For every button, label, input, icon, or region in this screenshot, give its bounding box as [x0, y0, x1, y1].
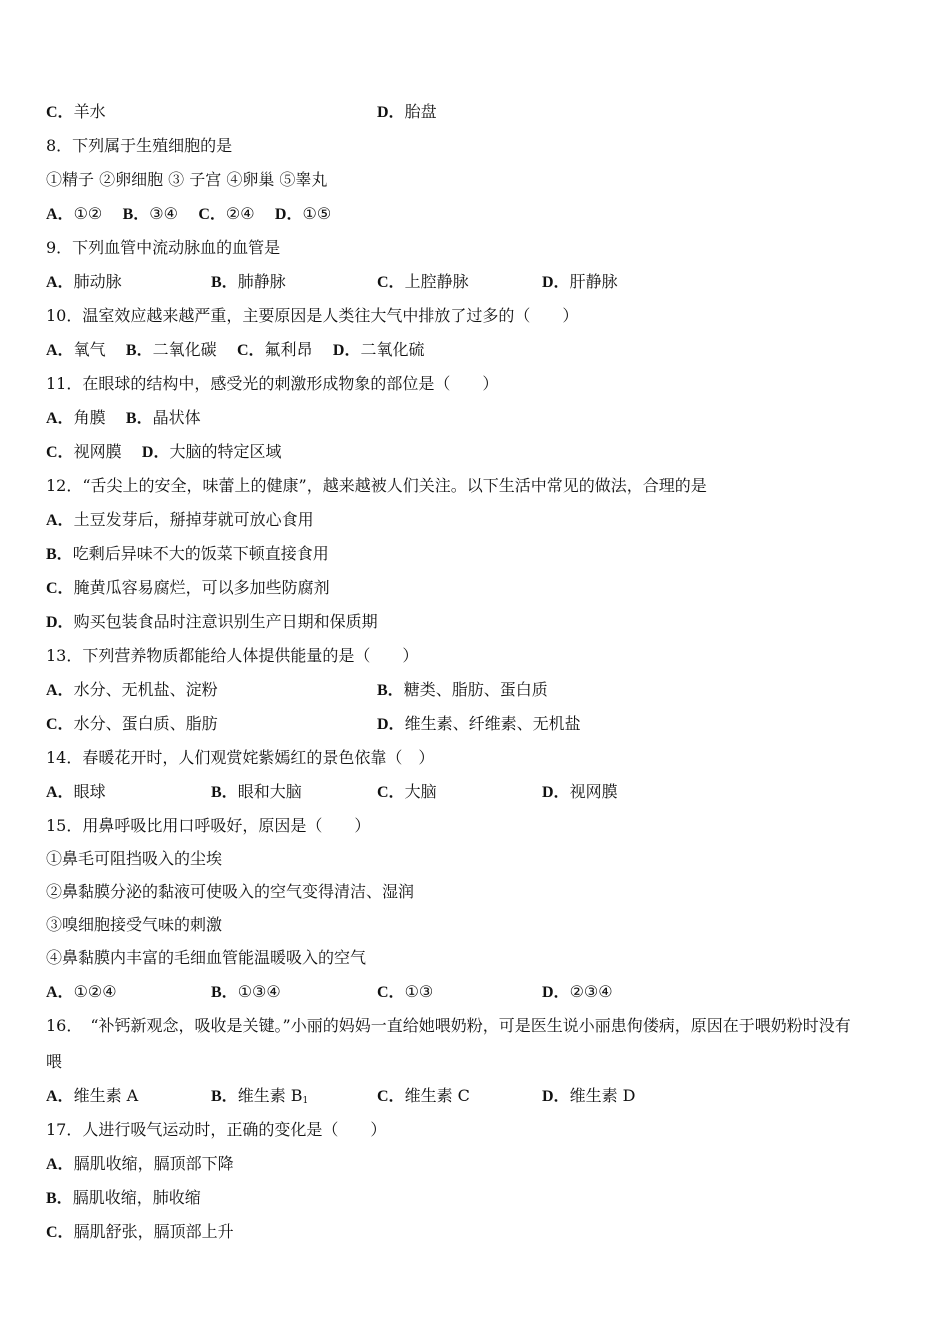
option-text: 维生素 D: [569, 1086, 636, 1105]
option-text: 眼和大脑: [237, 782, 302, 801]
option-text: 腌黄瓜容易腐烂，可以多加些防腐剂: [73, 578, 330, 597]
option-c: [46, 714, 218, 735]
option-text: ①②④: [73, 982, 117, 1001]
question-9: 9．下列血管中流动脉血的血管是: [46, 238, 281, 257]
option-label: C．: [377, 784, 405, 801]
option-label: B．: [125, 410, 153, 427]
option-text: 购买包装食品时注意识别生产日期和保质期: [73, 612, 378, 631]
question-8-items: ①精子 ②卵细胞 ③ 子宫 ④卵巢 ⑤睾丸: [46, 170, 328, 189]
question-15-item: ③嗅细胞接受气味的刺激: [46, 915, 223, 934]
question-17: 17．人进行吸气运动时，正确的变化是（ ）: [46, 1120, 387, 1139]
option-label: D．: [46, 614, 74, 631]
option-text: ①③: [404, 982, 434, 1001]
option-c: [377, 1086, 470, 1107]
option-text: 土豆发芽后，掰掉芽就可放心食用: [73, 510, 314, 529]
option-text: 肺动脉: [73, 272, 122, 291]
option-label: A．: [46, 512, 74, 529]
option-label: C．: [46, 716, 74, 733]
option-label: D．: [332, 342, 361, 359]
question-16: 16． “补钙新观念，吸收是关键。”小丽的妈妈一直给她喂奶粉，可是医生说小丽患佝偻病，原因在于喂奶粉时没有: [46, 1016, 851, 1035]
option-b: [211, 982, 281, 1003]
q8-options: [46, 204, 331, 225]
question-15-item: ④鼻黏膜内丰富的毛细血管能温暖吸入的空气: [46, 948, 367, 967]
option-text: 维生素、纤维素、无机盐: [404, 714, 581, 733]
option-label: B．: [125, 342, 153, 359]
option-d: [542, 982, 613, 1003]
option-b: [377, 680, 548, 701]
option-label: D．: [542, 1088, 570, 1105]
option-label: B．: [122, 206, 150, 223]
question-15-item: ①鼻毛可阻挡吸入的尘埃: [46, 849, 223, 868]
option-label: C．: [46, 1224, 74, 1241]
option-text: 大脑的特定区域: [169, 442, 282, 461]
option-label: D．: [542, 784, 570, 801]
option-label: C．: [377, 274, 405, 291]
option-label: D．: [377, 104, 405, 121]
option-label: A．: [46, 682, 74, 699]
option-label: B．: [211, 784, 238, 801]
option-a: [46, 1086, 138, 1107]
option-a: [46, 680, 218, 701]
question-12: 12．“舌尖上的安全，味蕾上的健康”，越来越被人们关注。以下生活中常见的做法，合理的是: [46, 476, 707, 495]
option-label: C．: [377, 1088, 405, 1105]
option-text: ①②: [73, 204, 103, 223]
option-b: [211, 1086, 308, 1111]
option-d: [377, 102, 437, 123]
option-text: 吃剩后异味不大的饭菜下顿直接食用: [72, 544, 329, 563]
option-text: 氧气: [73, 340, 106, 359]
option-text: 水分、蛋白质、脂肪: [73, 714, 218, 733]
option-label: A．: [46, 274, 74, 291]
option-b: [211, 782, 302, 803]
option-text: 肝静脉: [569, 272, 618, 291]
option-label: A．: [46, 342, 74, 359]
q10-options: [46, 340, 424, 361]
option-label: B．: [46, 1190, 73, 1207]
option-label: A．: [46, 784, 74, 801]
option-text: 角膜: [73, 408, 106, 427]
option-label: B．: [377, 682, 404, 699]
option-text: 上腔静脉: [404, 272, 469, 291]
question-11: 11．在眼球的结构中，感受光的刺激形成物象的部位是（ ）: [46, 374, 499, 393]
option-c: [46, 102, 106, 123]
option-a: [46, 1154, 234, 1175]
option-text: 维生素 B: [237, 1086, 303, 1105]
option-text: ③④: [149, 204, 178, 223]
option-d: [46, 612, 378, 633]
option-d: [377, 714, 581, 735]
option-text: 视网膜: [73, 442, 122, 461]
option-text: ①⑤: [302, 204, 332, 223]
option-c: [46, 1222, 234, 1243]
option-text: 膈肌收缩，肺收缩: [72, 1188, 201, 1207]
option-text: ②③④: [569, 982, 613, 1001]
option-label: A．: [46, 410, 74, 427]
option-label: B．: [211, 274, 238, 291]
option-label: D．: [542, 274, 570, 291]
option-a: [46, 510, 314, 531]
option-c: [377, 272, 469, 293]
option-c: [377, 982, 433, 1003]
option-text: 氟利昂: [264, 340, 313, 359]
option-text: 糖类、脂肪、蛋白质: [403, 680, 548, 699]
option-text: 肺静脉: [237, 272, 286, 291]
option-text: 水分、无机盐、淀粉: [73, 680, 218, 699]
option-text: 大脑: [404, 782, 437, 801]
q11-options-row1: [46, 408, 201, 429]
option-d: [542, 272, 618, 293]
option-label: B．: [211, 984, 238, 1001]
option-text: 膈肌舒张，膈顶部上升: [73, 1222, 234, 1241]
question-8: 8．下列属于生殖细胞的是: [46, 136, 233, 155]
option-d: [542, 782, 618, 803]
option-label: A．: [46, 1088, 74, 1105]
option-label: C．: [46, 444, 74, 461]
subscript: 1: [302, 1096, 309, 1106]
option-label: C．: [198, 206, 226, 223]
option-text: 眼球: [73, 782, 106, 801]
question-14: 14．春暖花开时，人们观赏姹紫嫣红的景色依靠（ ）: [46, 748, 435, 767]
option-label: B．: [211, 1088, 238, 1105]
option-label: C．: [236, 342, 265, 359]
question-13: 13．下列营养物质都能给人体提供能量的是（ ）: [46, 646, 419, 665]
option-text: 二氧化硫: [360, 340, 425, 359]
option-text: 胎盘: [404, 102, 437, 121]
option-text: ②④: [225, 204, 255, 223]
option-b: [211, 272, 286, 293]
option-label: C．: [46, 580, 74, 597]
option-label: D．: [274, 206, 303, 223]
option-label: A．: [46, 206, 74, 223]
option-text: 羊水: [73, 102, 106, 121]
option-label: A．: [46, 1156, 74, 1173]
question-15-item: ②鼻黏膜分泌的黏液可使吸入的空气变得清洁、湿润: [46, 882, 415, 901]
option-text: 维生素 A: [73, 1086, 139, 1105]
question-15: 15．用鼻呼吸比用口呼吸好，原因是（ ）: [46, 816, 371, 835]
option-b: [46, 1188, 201, 1209]
option-c: [46, 578, 330, 599]
option-c: [377, 782, 437, 803]
option-a: [46, 982, 117, 1003]
option-a: [46, 782, 106, 803]
option-label: D．: [377, 716, 405, 733]
option-label: A．: [46, 984, 74, 1001]
option-text: 二氧化碳: [152, 340, 217, 359]
option-text: ①③④: [237, 982, 281, 1001]
option-text: 视网膜: [569, 782, 618, 801]
option-label: C．: [46, 104, 74, 121]
option-text: 晶状体: [152, 408, 201, 427]
option-label: C．: [377, 984, 405, 1001]
question-10: 10．温室效应越来越严重，主要原因是人类往大气中排放了过多的（ ）: [46, 306, 579, 325]
q11-options-row2: [46, 442, 282, 463]
option-text: 维生素 C: [404, 1086, 470, 1105]
option-label: D．: [141, 444, 170, 461]
option-a: [46, 272, 122, 293]
option-label: D．: [542, 984, 570, 1001]
option-d: [542, 1086, 635, 1107]
question-16-cont: 喂: [46, 1052, 63, 1071]
option-b: [46, 544, 329, 565]
option-label: B．: [46, 546, 73, 563]
option-text: 膈肌收缩，膈顶部下降: [73, 1154, 234, 1173]
